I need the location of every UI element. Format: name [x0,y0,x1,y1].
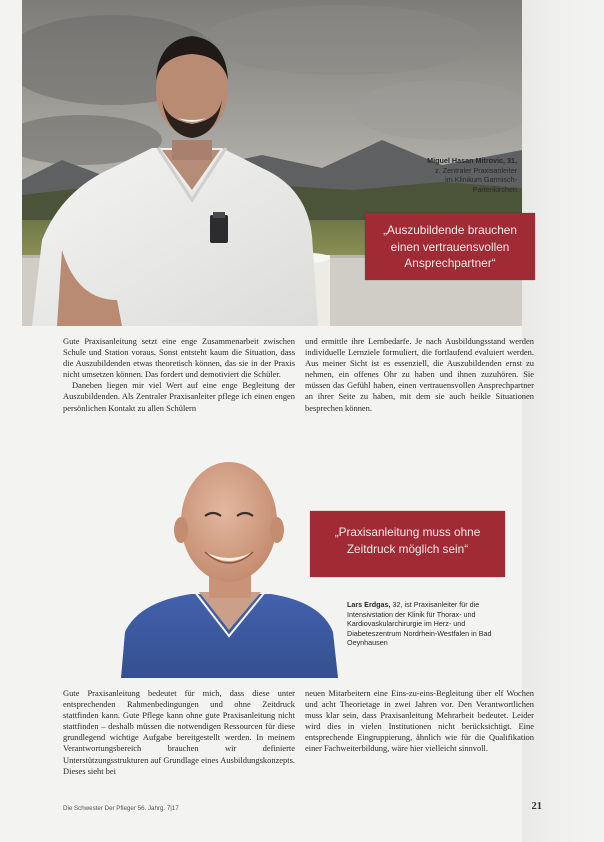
photo-caption-lars [347,600,517,648]
paragraph: Gute Praxisanleitung bedeutet für mich, dass diese unter entsprechenden Rahmenbedingungen und ohne Zeitdruck stattfinden kann. Gute Pflege kann ohne gute Praxisanleitung nicht stattfinden – deshalb müssen die notwendigen Ressourcen für diese grundlegend wichtige Aufgabe bereitgestellt werden. In meinem Verantwortungsbereich brauchen wir definierte Unterstützungsstrukturen auf Grundlage eines Ausbildungskonzepts. Dieses sieht bei [63,688,295,776]
caption-name: Miguel Hasan Mitrovic, 31, [427,156,517,165]
page-number: 21 [531,801,542,812]
footer-source: Die Schwester Der Pfleger 56. Jahrg. 7|17 [63,805,179,812]
caption-text: 32, ist Praxisanleiter für die Intensivstation der Klinik für Thorax- und Kardiovaskularchirurgie im Herz- und Diabeteszentrum Nordrhein-Westfalen in Bad Oeynhausen [347,600,492,648]
paragraph: und ermittle ihre Lernbedarfe. Je nach Ausbildungsstand werden individuelle Lernziele formuliert, die fortlaufend evaluiert werden. Aus meiner Sicht ist es essenziell, die Auszubildenden ernst zu nehmen, ein offenes Ohr zu haben und ihnen zuzuhören. Sie müssen das Gefühl haben, einen vertrauensvollen Ansprechpartner an ihrer Seite zu haben, mit dem sie auch heikle Situationen besprechen können. [305,336,534,413]
quote-line: „Praxisanleitung muss ohne [334,525,481,539]
caption-line: z. Zentraler Praxisanleiter [435,165,517,175]
pull-quote-1 [365,213,535,280]
quote-line: Zeitdruck möglich sein“ [346,541,469,556]
article1-column-left [63,336,295,414]
article1-column-right [305,336,534,414]
caption-line: Partenkirchen [472,184,517,194]
portrait-photo-lars [121,452,338,678]
caption-name: Lars Erdgas, [347,600,391,609]
paragraph: Gute Praxisanleitung setzt eine enge Zusammenarbeit zwischen Schule und Station voraus. Sonst entsteht kaum die Situation, dass die Auszubildenden etwas theoretisch können, das sie in der Praxis nicht umsetzen können. Das fordert und demotiviert die Schüler. [63,336,295,380]
article2-column-right [305,688,534,755]
page-margin [522,0,604,842]
paragraph: neuen Mitarbeitern eine Eins-zu-eins-Begleitung über elf Wochen und acht Theorietage in zwei Jahren vor. Den Verantwortlichen muss klar sein, dass Praxisanleitung Mehrarbeit bedeutet. Leider wird dies in vielen Institutionen nicht berücksichtigt. Eine entsprechende Eingruppierung, ähnlich wie für die Qualifikation einer Fachweiterbildung, wäre hier vielleicht sinnvoll. [305,688,534,754]
paragraph: Daneben liegen mir viel Wert auf eine enge Begleitung der Auszubildenden. Als Zentraler Praxisanleiter pflege ich einen engen persönlichen Kontakt zu allen Schülern [63,380,295,413]
quote-line: „Auszubildende brauchen [383,223,517,237]
portrait-illustration-2 [121,452,338,678]
quote-line: Ansprechpartner“ [404,256,496,270]
photo-caption-miguel [395,156,517,194]
caption-line: im Klinikum Garmisch- [445,175,517,185]
quote-line: einen vertrauensvollen [390,239,510,254]
pull-quote-2 [310,511,505,577]
article2-column-left [63,688,295,777]
